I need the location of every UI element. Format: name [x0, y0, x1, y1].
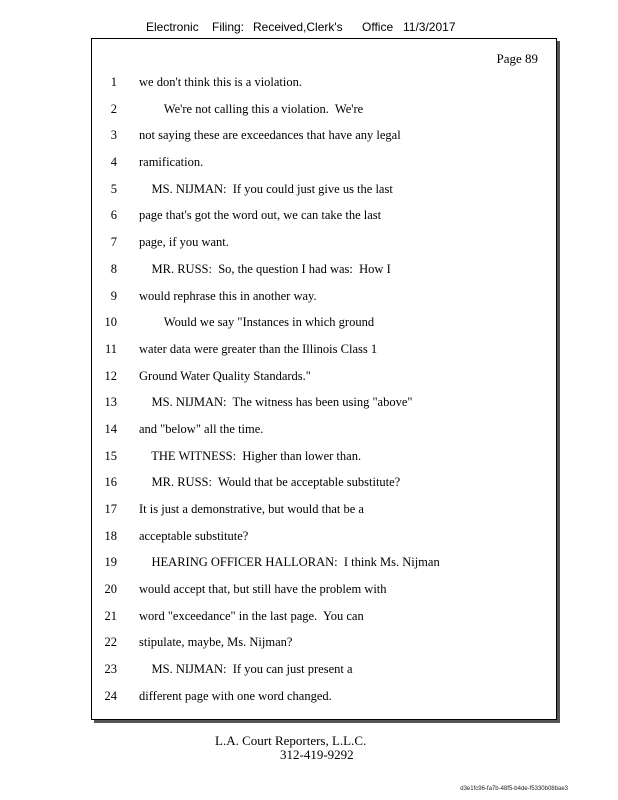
- line-text: would rephrase this in another way.: [139, 288, 317, 303]
- line-number: 14: [104, 421, 117, 436]
- page-number: Page 89: [496, 51, 538, 66]
- transcript-line: [92, 662, 556, 689]
- transcript-line: [92, 342, 556, 369]
- line-text: MR. RUSS: Would that be acceptable substitute?: [139, 475, 401, 490]
- transcript-line: [92, 289, 556, 316]
- line-text: MS. NIJMAN: If you could just give us the last: [139, 181, 393, 196]
- line-text: stipulate, maybe, Ms. Nijman?: [139, 635, 293, 650]
- line-number: 8: [110, 261, 117, 276]
- filing-received: Received,Clerk's: [253, 20, 343, 34]
- filing-electronic: Electronic: [146, 20, 199, 34]
- transcript-page: [91, 38, 557, 720]
- line-number: 12: [104, 368, 117, 383]
- line-number: 22: [104, 635, 117, 650]
- line-text: page that's got the word out, we can take the last: [139, 208, 382, 223]
- transcript-line: [92, 235, 556, 262]
- line-number: 11: [104, 341, 117, 356]
- line-number: 5: [110, 181, 117, 196]
- line-text: we don't think this is a violation.: [139, 75, 303, 89]
- document-id: d3e1fc96-fa7b-48f5-b4de-f5330b08bae3: [460, 786, 568, 792]
- transcript-line: [92, 155, 556, 182]
- transcript-line: [92, 369, 556, 396]
- transcript-line: [92, 422, 556, 449]
- transcript-line: [92, 689, 556, 716]
- line-number: 18: [104, 528, 117, 543]
- line-number: 16: [104, 475, 117, 490]
- line-number: 10: [104, 315, 117, 330]
- line-number: 7: [110, 235, 117, 250]
- line-number: 2: [110, 101, 117, 116]
- transcript-line: [92, 529, 556, 556]
- line-number: 9: [110, 288, 117, 303]
- line-number: 21: [104, 608, 117, 623]
- line-number: 19: [104, 555, 117, 570]
- transcript-line: [92, 182, 556, 209]
- transcript-line: [92, 128, 556, 155]
- transcript-line: [92, 502, 556, 529]
- line-number: 17: [104, 502, 117, 516]
- transcript-line: [92, 75, 556, 102]
- footer-company: L.A. Court Reporters, L.L.C.: [215, 733, 367, 748]
- line-text: word "exceedance" in the last page. You can: [139, 608, 364, 623]
- filing-label: Filing:: [212, 20, 245, 34]
- line-text: We're not calling this a violation. We're: [139, 101, 364, 116]
- line-text: would accept that, but still have the problem with: [139, 582, 387, 597]
- line-text: MS. NIJMAN: If you can just present a: [139, 662, 353, 677]
- transcript-line: [92, 635, 556, 662]
- line-number: 13: [104, 395, 117, 410]
- line-number: 1: [110, 75, 117, 89]
- transcript-lines: [92, 75, 556, 716]
- line-number: 24: [104, 688, 117, 703]
- line-text: Ground Water Quality Standards.": [139, 368, 311, 383]
- line-text: MR. RUSS: So, the question I had was: How I: [139, 261, 391, 276]
- line-text: water data were greater than the Illinois Class 1: [139, 341, 378, 356]
- line-text: MS. NIJMAN: The witness has been using "above": [139, 395, 413, 410]
- filing-office: Office: [362, 20, 394, 34]
- transcript-line: [92, 208, 556, 235]
- transcript-line: [92, 395, 556, 422]
- line-text: acceptable substitute?: [139, 528, 249, 543]
- transcript-line: [92, 582, 556, 609]
- transcript-line: [92, 449, 556, 476]
- line-number: 23: [104, 662, 117, 677]
- footer-phone: 312-419-9292: [280, 747, 354, 762]
- line-text: THE WITNESS: Higher than lower than.: [139, 448, 362, 463]
- line-text: ramification.: [139, 155, 204, 170]
- transcript-line: [92, 555, 556, 582]
- line-text: different page with one word changed.: [139, 688, 332, 703]
- transcript-line: [92, 609, 556, 636]
- line-number: 4: [110, 155, 117, 170]
- line-text: and "below" all the time.: [139, 421, 264, 436]
- transcript-line: [92, 102, 556, 129]
- transcript-line: [92, 315, 556, 342]
- line-text: It is just a demonstrative, but would that be a: [139, 502, 364, 516]
- line-text: page, if you want.: [139, 235, 229, 250]
- line-text: HEARING OFFICER HALLORAN: I think Ms. Nijman: [139, 555, 440, 570]
- line-text: Would we say "Instances in which ground: [139, 315, 375, 330]
- line-number: 15: [104, 448, 117, 463]
- line-text: not saying these are exceedances that have any legal: [139, 128, 401, 143]
- line-number: 3: [110, 128, 117, 143]
- transcript-line: [92, 475, 556, 502]
- transcript-line: [92, 262, 556, 289]
- line-number: 6: [110, 208, 117, 223]
- filing-date: 11/3/2017: [403, 20, 456, 34]
- line-number: 20: [104, 582, 117, 597]
